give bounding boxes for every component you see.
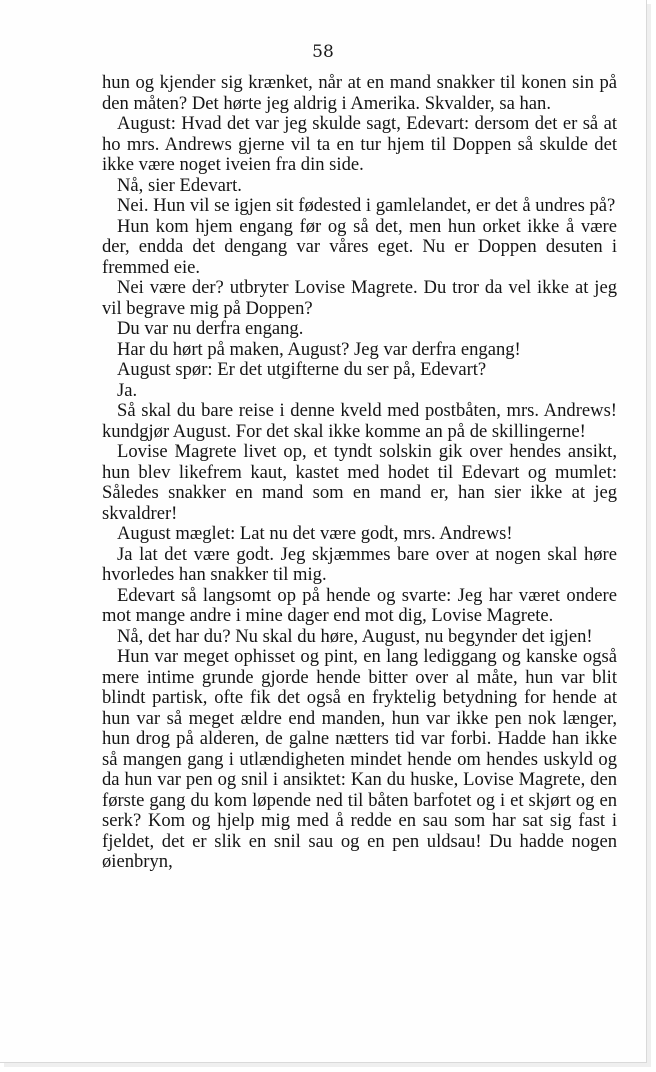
paragraph-3: Nå, sier Edevart. bbox=[117, 174, 242, 196]
paragraph-9: August spør: Er det utgifterne du ser på, Edevart? bbox=[117, 359, 487, 380]
paragraph-8: Har du hørt på maken, August? Jeg var derfra engang! bbox=[117, 338, 521, 360]
body-text bbox=[102, 73, 617, 873]
paragraph-15: Edevart så langsomt op på hende og svarte: Jeg har været ondere mot mange andre i mine dager end mot dig, Lovise Magrete. bbox=[102, 584, 617, 626]
paragraph-1: hun og kjender sig krænket, når at en mand snakker til konen sin på den måten? Det hørte jeg aldrig i Amerika. Skvalder, sa han. bbox=[102, 72, 617, 114]
paragraph-6: Nei være der? utbryter Lovise Magrete. Du tror da vel ikke at jeg vil begrave mig på Doppen? bbox=[102, 277, 617, 319]
paragraph-13: August mæglet: Lat nu det være godt, mrs. Andrews! bbox=[117, 523, 513, 544]
paragraph-14: Ja lat det være godt. Jeg skjæmmes bare over at nogen skal høre hvorledes han snakker til mig. bbox=[102, 543, 617, 585]
paragraph-17: Hun var meget ophisset og pint, en lang lediggang og kanske også mere intime grunde gjorde hende bitter over al måte, hun var blit blindt partisk, ofte fik det også en fryktelig betydning for hende at hun var så meget ældre end manden, hun var ikke pen nok længer, hun drog på alderen, de galne nætters tid var forbi. Hadde han ikke så mangen gang i utlændigheten mindet hende om hendes uskyld og da hun var pen og snil i ansiktet: Kan du huske, Lovise Magrete, den første gang du kom løpende ned til båten barfotet og i et skjørt og en serk? Kom og hjelp mig med å redde en sau som har sat sig fast i fjeldet, det er slik en snil sau og en pen uldsau! Du hadde nogen øienbryn, bbox=[102, 646, 617, 872]
paragraph-12: Lovise Magrete livet op, et tyndt solskin gik over hendes ansikt, hun blev likefrem kaut, kastet med hodet til Edevart og mumlet: Således snakker en mand som en mand er, han sier ikke at jeg skvaldrer! bbox=[102, 441, 617, 524]
paragraph-5: Hun kom hjem engang før og så det, men hun orket ikke å være der, endda det dengang var våres eget. Nu er Doppen desuten i fremmed eie. bbox=[102, 215, 617, 278]
paragraph-2: August: Hvad det var jeg skulde sagt, Edevart: dersom det er så at ho mrs. Andrews gjerne vil ta en tur hjem til Doppen så skulde det ikke være noget iveien fra din side. bbox=[102, 113, 617, 175]
paragraph-4: Nei. Hun vil se igjen sit fødested i gamlelandet, er det å undres på? bbox=[117, 195, 616, 216]
paragraph-10: Ja. bbox=[117, 379, 138, 401]
paragraph-7: Du var nu derfra engang. bbox=[117, 318, 304, 339]
page-number: 58 bbox=[312, 42, 334, 62]
paragraph-11: Så skal du bare reise i denne kveld med postbåten, mrs. Andrews! kundgjør August. For det skal ikke komme an på de skillingerne! bbox=[102, 400, 617, 442]
paragraph-16: Nå, det har du? Nu skal du høre, August, nu begynder det igjen! bbox=[117, 625, 593, 647]
